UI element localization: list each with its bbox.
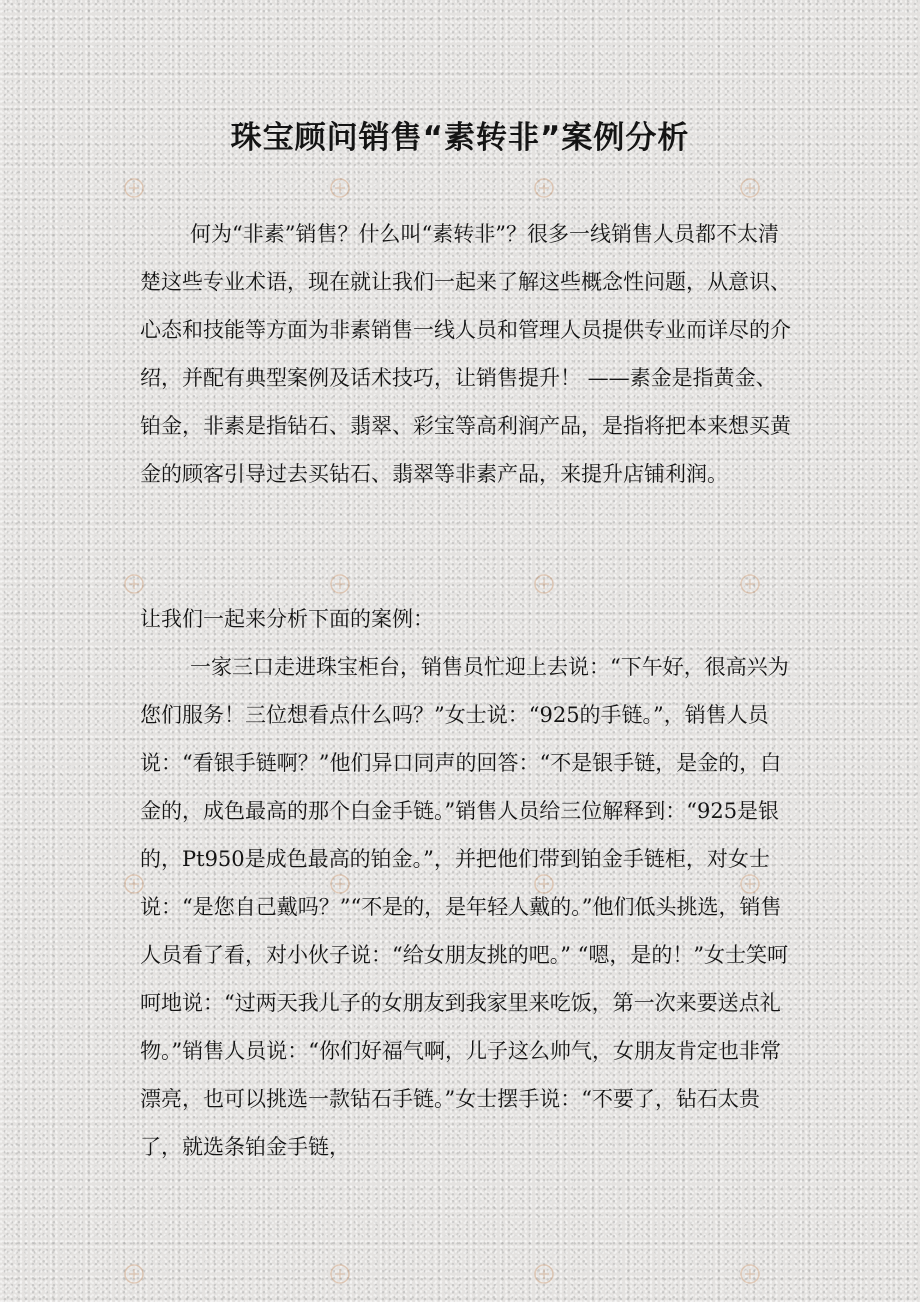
watermark-seal-icon — [532, 872, 556, 896]
watermark-seal-icon — [122, 872, 146, 896]
watermark-seal-icon — [532, 176, 556, 200]
watermark-seal-icon — [738, 872, 762, 896]
watermark-seal-icon — [122, 176, 146, 200]
watermark-seal-icon — [738, 176, 762, 200]
case-paragraph: 一家三口走进珠宝柜台，销售员忙迎上去说：“下午好，很高兴为您们服务！三位想看点什么吗？”女士说：“925的手链。”，销售人员说：“看银手链啊？”他们异口同声的回答：“不是银手链，是金的，白金的，成色最高的那个白金手链。”销售人员给三位解释到：“925是银的，Pt950是成色最高的铂金。”，并把他们带到铂金手链柜，对女士说：“是您自己戴吗？”“不是的，是年轻人戴的。”他们低头挑选，销售人员看了看，对小伙子说：“给女朋友挑的吧。” “嗯，是的！”女士笑呵呵地说：“过两天我儿子的女朋友到我家里来吃饭，第一次来要送点礼物。”销售人员说：“你们好福气啊，儿子这么帅气，女朋友肯定也非常漂亮，也可以挑选一款钻石手链。”女士摆手说：“不要了，钻石太贵了，就选条铂金手链， — [140, 655, 789, 1159]
watermark-seal-icon — [738, 572, 762, 596]
watermark-seal-icon — [328, 572, 352, 596]
watermark-seal-icon — [328, 1262, 352, 1286]
watermark-seal-icon — [328, 872, 352, 896]
watermark-seal-icon — [122, 572, 146, 596]
watermark-seal-icon — [532, 572, 556, 596]
watermark-seal-icon — [122, 1262, 146, 1286]
case-intro-line: 让我们一起来分析下面的案例： — [140, 607, 434, 631]
document-title: 珠宝顾问销售“素转非”案例分析 — [230, 120, 690, 156]
watermark-seal-icon — [532, 1262, 556, 1286]
watermark-seal-icon — [738, 1262, 762, 1286]
watermark-seal-icon — [328, 176, 352, 200]
intro-paragraph: 何为“非素”销售？什么叫“素转非”？很多一线销售人员都不太清楚这些专业术语，现在就让我们一起来了解这些概念性问题，从意识、心态和技能等方面为非素销售一线人员和管理人员提供专业而详尽的介绍，并配有典型案例及话术技巧，让销售提升！ ——素金是指黄金、铂金，非素是指钻石、翡翠、彩宝等高利润产品，是指将把本来想买黄金的顾客引导过去买钻石、翡翠等非素产品，来提升店铺利润。 — [140, 222, 791, 486]
